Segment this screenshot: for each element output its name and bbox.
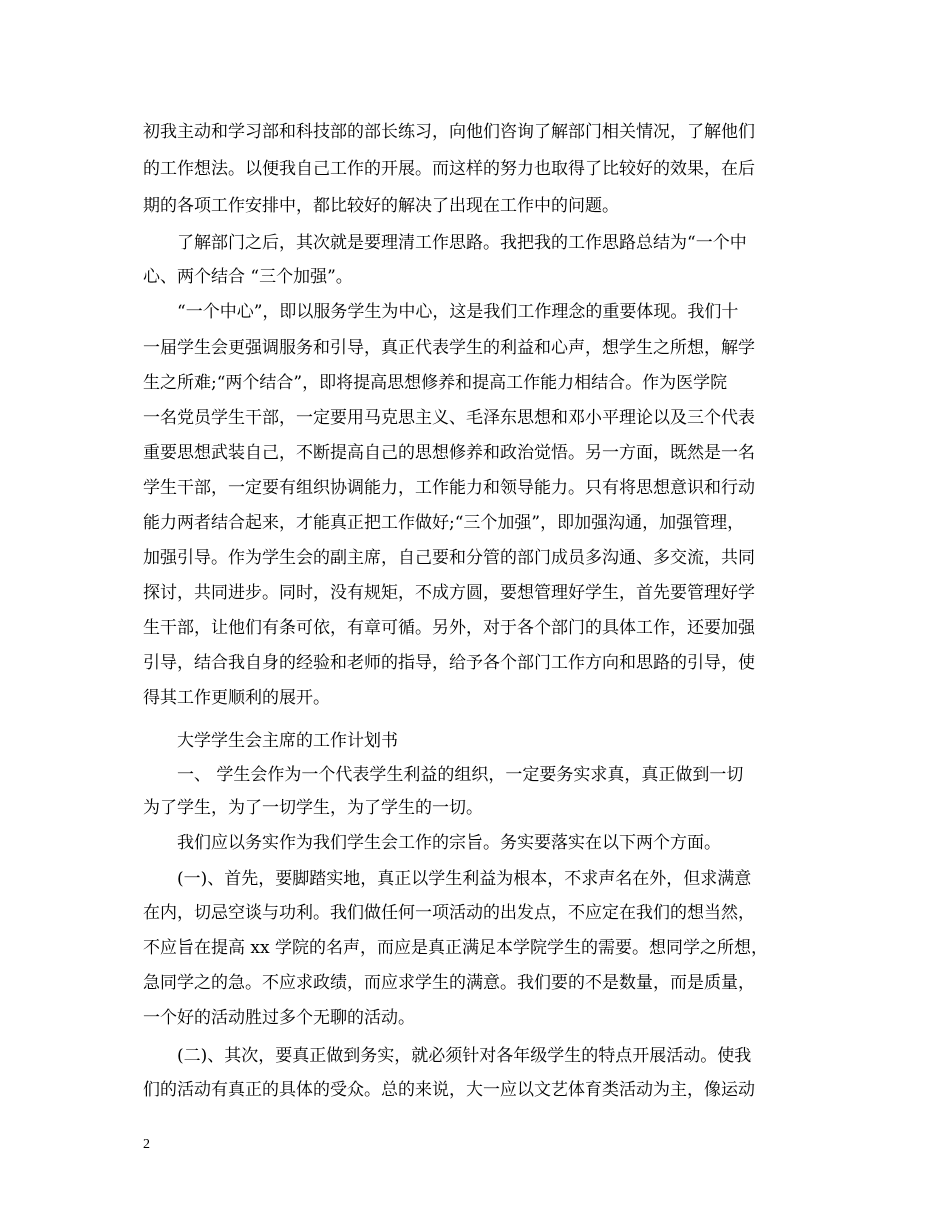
page-number: 2 (143, 1137, 150, 1152)
text-line: 急同学之的急。不应求政绩，而应求学生的满意。我们要的不是数量，而是质量， (143, 973, 755, 993)
section-heading: 大学学生会主席的工作计划书 (177, 731, 398, 751)
text-line: 重要思想武装自己，不断提高自己的思想修养和政治觉悟。另一方面，既然是一名 (143, 443, 755, 463)
text-line: 期的各项工作安排中，都比较好的解决了出现在工作中的问题。 (143, 196, 619, 216)
text-line: (一)、首先，要脚踏实地，真正以学生利益为根本，不求声名在外，但求满意 (177, 869, 752, 889)
text-line: 们的活动有真正的具体的受众。总的来说，大一应以文艺体育类活动为主，像运动 (143, 1080, 755, 1100)
text-line: 的工作想法。以便我自己工作的开展。而这样的努力也取得了比较好的效果，在后 (143, 159, 755, 179)
text-line: 一、 学生会作为一个代表学生利益的组织，一定要务实求真，真正做到一切 (177, 765, 744, 785)
text-line: (二)、其次，要真正做到务实，就必须针对各年级学生的特点开展活动。使我 (177, 1046, 752, 1066)
text-line: 加强引导。作为学生会的副主席，自己要和分管的部门成员多沟通、多交流，共同 (143, 548, 755, 568)
text-line: 学生干部，一定要有组织协调能力，工作能力和领导能力。只有将思想意识和行动 (143, 478, 755, 498)
text-line: 初我主动和学习部和科技部的部长练习，向他们咨询了解部门相关情况，了解他们 (143, 122, 755, 142)
text-line: 能力两者结合起来，才能真正把工作做好;“三个加强”，即加强沟通，加强管理， (143, 513, 745, 533)
text-line: 心、两个结合 “三个加强”。 (143, 267, 353, 287)
text-line: 引导，结合我自身的经验和老师的指导，给予各个部门工作方向和思路的引导，使 (143, 653, 755, 673)
text-line: 为了学生，为了一切学生，为了学生的一切。 (143, 798, 483, 818)
text-line: 生干部，让他们有条可依，有章可循。另外，对于各个部门的具体工作，还要加强 (143, 618, 755, 638)
text-line: 了解部门之后，其次就是要理清工作思路。我把我的工作思路总结为“一个中 (177, 233, 747, 253)
text-line: 一名党员学生干部，一定要用马克思主义、毛泽东思想和邓小平理论以及三个代表 (143, 408, 755, 428)
text-line: 在内，切忌空谈与功利。我们做任何一项活动的出发点，不应定在我们的想当然， (143, 903, 755, 923)
text-line: “一个中心”，即以服务学生为中心，这是我们工作理念的重要体现。我们十 (177, 302, 739, 322)
text-line: 生之所难;“两个结合”，即将提高思想修养和提高工作能力相结合。作为医学院 (143, 373, 728, 393)
text-line: 得其工作更顺利的展开。 (143, 688, 330, 708)
text-line: 一届学生会更强调服务和引导，真正代表学生的利益和心声，想学生之所想，解学 (143, 338, 755, 358)
text-line: 不应旨在提高 xx 学院的名声，而应是真正满足本学院学生的需要。想同学之所想， (143, 938, 768, 958)
text-line: 一个好的活动胜过多个无聊的活动。 (143, 1008, 415, 1028)
text-line: 探讨，共同进步。同时，没有规矩，不成方圆，要想管理好学生，首先要管理好学 (143, 583, 755, 603)
text-line: 我们应以务实作为我们学生会工作的宗旨。务实要落实在以下两个方面。 (177, 833, 721, 853)
